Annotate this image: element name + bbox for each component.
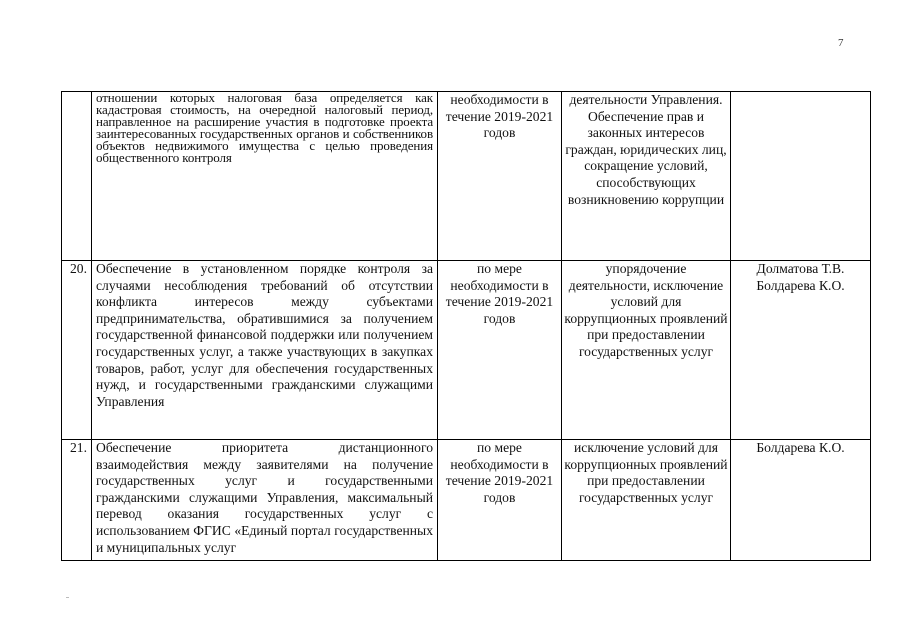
- responsible-cell: [731, 261, 871, 440]
- table-row: [62, 261, 871, 440]
- responsible-text: Болдарева К.О.: [756, 440, 845, 455]
- row-number: 21.: [62, 440, 92, 561]
- term-text: необходимости в течение 2019-2021 годов: [445, 92, 554, 141]
- page-number: 7: [838, 37, 844, 49]
- measure-text: Обеспечение приоритета дистанционного взаимодействия между заявителями на получение государственных услуг и государственными гражданскими служащими Управления, максимальный перевод оказания государственных услуг с использованием ФГИС «Единый портал государственных и муниципальных услуг: [96, 440, 433, 555]
- measure-cell: [92, 440, 438, 561]
- term-cell: [438, 440, 562, 561]
- row-number: [62, 92, 92, 261]
- result-text: упорядочение деятельности, исключение условий для коррупционных проявлений при предоставлении государственных услуг: [564, 261, 728, 359]
- term-cell: [438, 261, 562, 440]
- measures-table: [61, 91, 871, 561]
- measure-cell: [92, 92, 438, 261]
- term-text: по мере необходимости в течение 2019-2021 годов: [445, 261, 554, 326]
- result-cell: [562, 440, 731, 561]
- responsible-cell: [731, 440, 871, 561]
- row-number: 20.: [62, 261, 92, 440]
- result-cell: [562, 261, 731, 440]
- measure-text: Обеспечение в установленном порядке контроля за случаями несоблюдения требований об отсутствии конфликта интересов между субъектами предпринимательства, обратившимися за получением государственной финансовой поддержки или получением государственных услуг, а также участвующих в закупках товаров, работ, услуг для обеспечения государственных нужд, и государственными гражданскими служащими Управления: [96, 261, 433, 409]
- result-text: исключение условий для коррупционных проявлений при предоставлении государственных услуг: [564, 440, 728, 505]
- term-text: по мере необходимости в течение 2019-2021 годов: [445, 440, 554, 505]
- table-row: [62, 440, 871, 561]
- measure-cell: [92, 261, 438, 440]
- result-text: деятельности Управления. Обеспечение прав и законных интересов граждан, юридических лиц, сокращение условий, способствующих возникновению коррупции: [565, 92, 727, 207]
- term-cell: [438, 92, 562, 261]
- table-row: [62, 92, 871, 261]
- measure-text: отношении которых налоговая база определяется как кадастровая стоимость, на очередной налоговый период, направленное на расширение участия в подготовке проекта заинтересованных государственных органов и собственников объектов недвижимого имущества с целью проведения общественного контроля: [96, 90, 433, 165]
- scan-speck: [66, 597, 69, 598]
- responsible-cell: [731, 92, 871, 261]
- result-cell: [562, 92, 731, 261]
- responsible-text: Долматова Т.В. Болдарева К.О.: [756, 261, 845, 293]
